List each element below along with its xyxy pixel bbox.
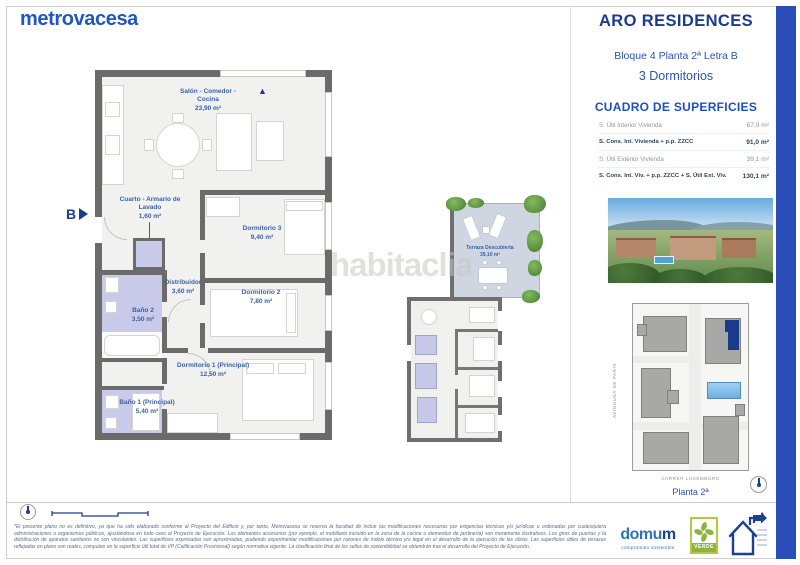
wardrobe [167,413,218,433]
room-name: Cuarto - Armario de Lavado [119,196,181,211]
wall [200,190,205,240]
plant [524,195,546,213]
outdoor-chair [482,260,488,265]
sink [105,417,117,429]
wall [102,358,167,362]
site-road [689,304,701,470]
room-label-dorm1 [171,362,255,379]
mini-furniture [465,413,495,433]
room-area: 3,50 m² [131,316,155,323]
site-road [633,356,693,363]
row-label: S. Útil Exterior Vivienda [599,155,664,163]
energy-rating-label: A [760,512,765,519]
kitchen-appliance [105,102,120,117]
toilet [105,277,119,293]
terrace-name: Terraza Descubierta [466,245,514,251]
unit-letter: B [66,206,77,222]
compass-dot [26,510,30,514]
room-area: 7,80 m² [249,298,273,305]
lounge-chair [488,213,507,239]
kitchen-appliance [105,135,120,155]
mini-window [498,381,502,397]
outdoor-table [478,267,508,284]
surfaces-table-title: CUADRO DE SUPERFICIES [594,100,758,114]
row-value: 130,1 m² [742,172,769,180]
entrance-arrow-icon [79,208,88,220]
outdoor-chair [496,285,502,290]
street-label-avinguda: AVINGUDA DE PARIS [612,362,617,418]
habitaclia-watermark: habitaclia [330,246,473,283]
mini-table [421,309,437,325]
dining-table [156,123,200,167]
domum-logo [610,526,686,544]
building [643,316,687,352]
building [703,416,739,464]
room-label-salon [178,88,238,113]
row-label: S. Cons. Int. Viv. + p.p. ZZCC + S. Útil Ext. Viv. [599,173,727,179]
room-name: Dormitorio 2 [241,289,281,296]
mini-wall [455,367,498,370]
mini-bathroom [415,335,437,355]
table-row [598,151,770,168]
vertical-divider [570,6,571,502]
room-name: Dormitorio 3 [242,225,282,232]
bathtub [104,335,160,356]
row-label: S. Cons. Int. Vivienda + p.p. ZZCC [599,139,694,145]
wardrobe [206,197,240,217]
window [230,433,300,440]
window [325,295,332,331]
chair [172,169,184,179]
wall [162,362,167,384]
room-label-dorm2 [221,289,301,306]
unit-subtitle: Bloque 4 Planta 2ª Letra B [614,50,738,62]
mini-furniture [473,337,495,361]
laundry-closet [133,238,165,270]
domum-tagline: compromiso sostenible [621,545,675,550]
footer-divider [6,502,776,503]
outdoor-chair [496,260,502,265]
bedrooms-label: 3 Dormitorios [638,69,714,83]
right-blue-bar [776,6,796,559]
room-label-bath2 [112,307,174,324]
photo-pool [654,256,674,264]
room-area: 5,40 m² [135,408,159,415]
chair [144,139,154,151]
room-area: 23,90 m² [194,105,222,112]
photo-trees [704,267,773,283]
room-area: 12,50 m² [199,371,227,378]
room-name: Distribuidor [164,279,202,286]
mini-window [498,311,502,331]
room-label-laundry [112,196,188,221]
aerial-photo [608,198,773,283]
side-table [482,226,490,234]
compass-icon [750,476,767,493]
mini-window [498,415,502,431]
siteplan-caption: Planta 2ª [672,487,709,497]
terrace-area: 39,10 m² [479,251,500,258]
room-name: Dormitorio 1 (Principal) [176,362,250,369]
room-area: 3,60 m² [171,288,195,295]
table-row [598,117,770,134]
highlighted-unit [728,332,739,350]
floor-plan [95,70,332,440]
window [325,92,332,157]
row-label: S. Útil Interior Vivienda [599,121,662,129]
mini-window [498,345,502,361]
building [643,432,689,464]
wall [200,190,325,195]
site-pool [707,382,741,399]
outdoor-chair [482,285,488,290]
window [220,70,306,77]
photo-building [722,238,756,258]
mini-furniture [469,375,495,397]
building [637,324,647,336]
mini-wall [455,405,498,408]
photo-building [670,236,716,260]
window [325,202,332,250]
table-row [598,134,770,151]
room-name: Baño 1 (Principal) [119,399,175,406]
chair [172,113,184,123]
entrance-opening [95,217,102,243]
photo-building [616,238,656,258]
project-title: ARO RESIDENCES [598,12,754,30]
mini-bathroom [417,397,437,423]
lounge-chair [462,215,481,241]
pillow [278,363,306,374]
scale-bar [50,508,150,520]
label-leader-line [149,222,150,238]
legal-disclaimer: *El presente plano no es definitivo, ya que ha sido elaborado conforme al Proyecto del Edificio y, por tanto, Metrovacesa se reserva la facultad de incluir las modificaciones necesarias por exigencias técnicas y/o jurídicas u ordenadas por cualesquiera administraciones u organismos públicos, ajustándose en todo caso al Proyecto de Ejecución. Los elementos accesorios (por ejemplo, el mobiliario incluido en la zona de la cocina o elementos de jardinería) son meramente ilustrativos. Los giros de puertas y la distribución de aparatos sanitarios no son vinculantes. Las superficies expresadas son aproximadas, pudiendo experimentar modificaciones por razones de índole técnico y/o legal en el desarrollo de la ejecución de las obras. Las superficies útiles de terrazas reflejadas en plano son reales, computan en la superficie útil total de VP (Calificación Provisional) según normativa vigente. La clasificación final de los sellos de sostenibilidad se obtendrán tras el desarrollo del Proyecto de Ejecución. [14,524,606,550]
room-label-dorm3 [222,225,302,242]
building [735,404,745,416]
verde-badge [690,517,718,554]
compass-dot [757,483,761,487]
terrace-label [455,245,525,258]
wall [208,348,325,353]
plant [522,290,540,303]
verde-label: VERDE [692,543,716,552]
site-plan [632,303,749,471]
leaf-pinwheel-icon [693,521,715,543]
mini-bathroom [415,363,437,389]
domum-text-last: m [661,526,676,543]
armchair [256,121,284,161]
room-label-bath1 [105,399,189,416]
orientation-triangle-icon: ▲ [258,86,267,96]
highlighted-unit [725,320,739,332]
mini-wall [455,329,498,332]
pillow [286,201,323,211]
metrovacesa-logo: metrovacesa [20,8,138,30]
window [325,362,332,410]
table-row [598,168,770,184]
mini-door-opening [407,345,411,361]
room-area: 1,60 m² [138,213,162,220]
street-label-carrer: CARRER LUXEMBURG [661,476,720,481]
mini-floor-plan [407,297,502,442]
compass-icon [20,504,36,520]
room-label-distribuidor [146,279,220,296]
room-name: Salón - Comedor - Cocina [180,88,236,103]
plant [527,230,543,252]
entrance-marker [66,206,88,222]
building [667,390,679,404]
surfaces-table [598,117,770,184]
row-value: 91,0 m² [746,138,769,146]
room-name: Baño 2 [132,307,154,314]
row-value: 39,1 m² [746,155,769,163]
chair [202,139,212,151]
domum-text: domu [620,526,662,543]
mini-furniture [469,307,495,323]
wall [200,323,205,348]
row-value: 67,9 m² [746,121,769,129]
mini-wall [455,389,458,438]
sofa [216,113,252,171]
room-area: 9,40 m² [250,234,274,241]
